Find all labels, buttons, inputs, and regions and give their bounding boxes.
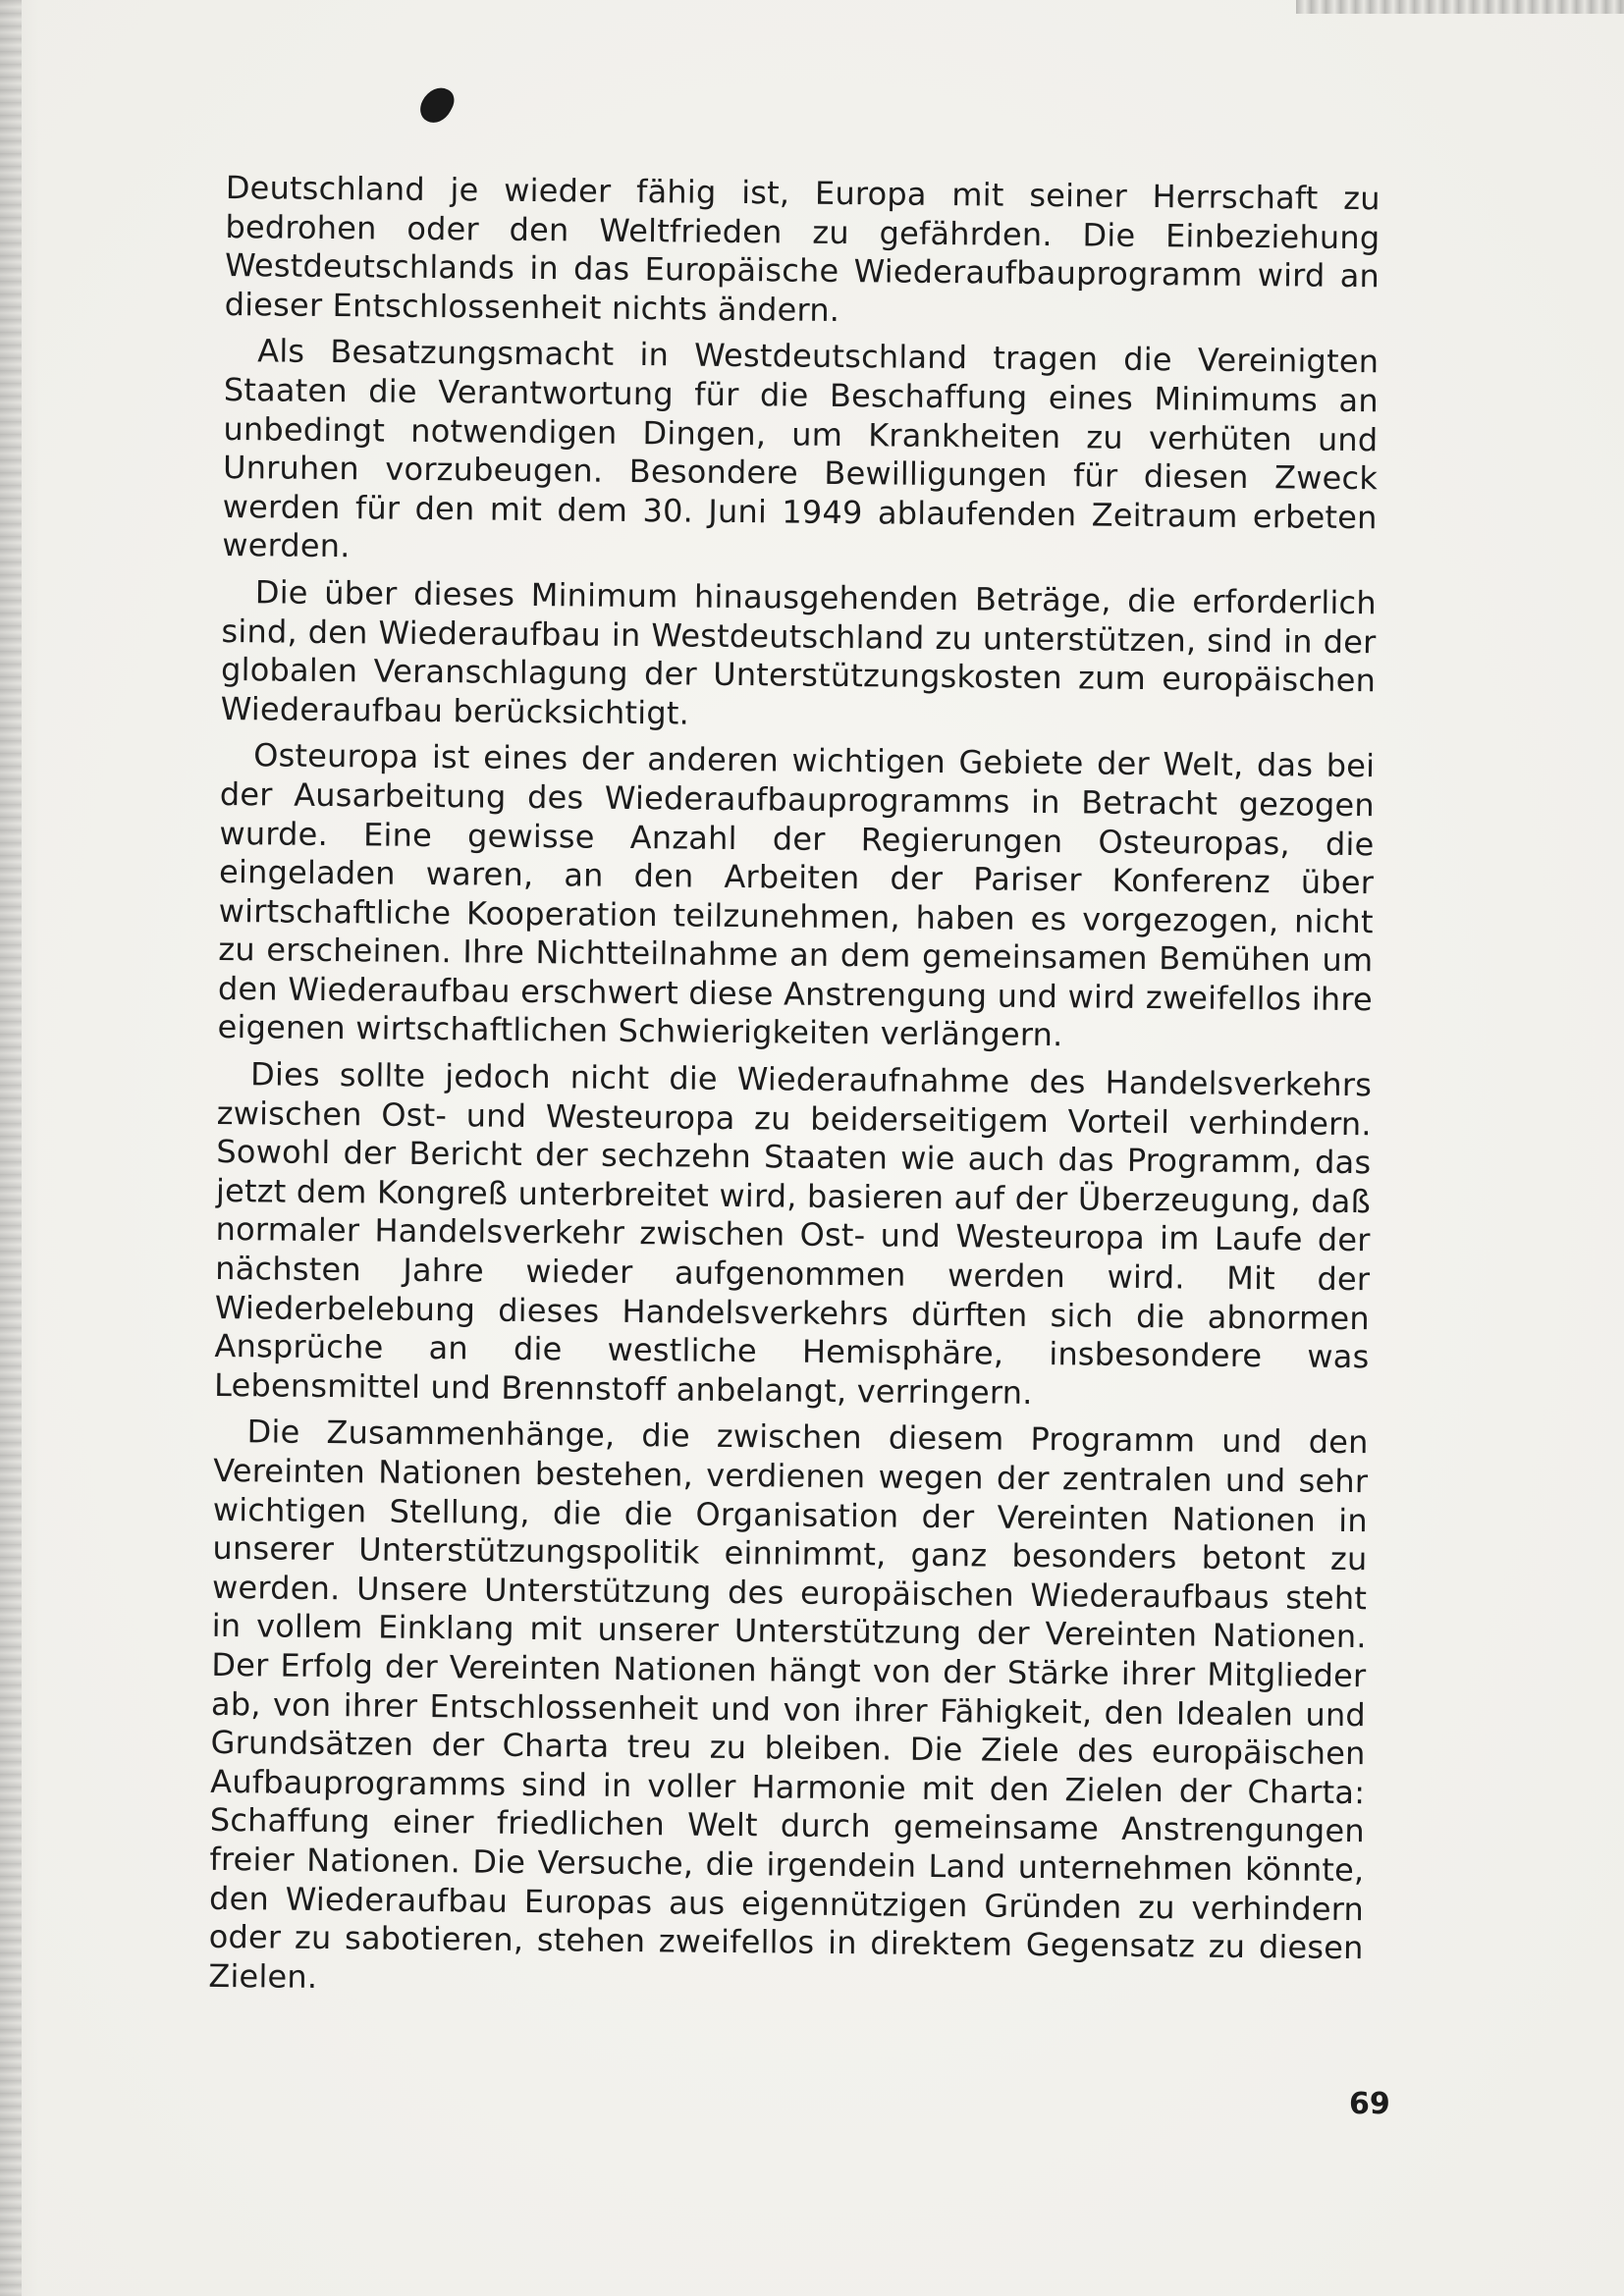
scan-top-edge [1296,0,1624,14]
paragraph-6: Die Zusammenhänge, die zwischen diesem Programm und den Vereinten Nationen bestehen, verdienen wegen der zentralen und sehr wichtigen Stellung, die die Organisation der Vereinten Nationen in unserer Unterstützungspolitik einnimmt, ganz besonders betont zu werden. Unsere Unterstützung des europäischen Wiederaufbaus steht in vollem Einklang mit unserer Unterstützung der Vereinten Nationen. Der Erfolg der Vereinten Nationen hängt von der Stärke ihrer Mitglieder ab, von ihrer Entschlossenheit und von ihrer Fähigkeit, den Idealen und Grundsätzen der Charta treu zu bleiben. Die Ziele des europäischen Aufbauprogramms sind in voller Harmonie mit den Zielen der Charta: Schaffung einer friedlichen Welt durch gemeinsame Anstrengungen freier Nationen. Die Versuche, die irgendein Land unternehmen könnte, den Wiederaufbau Europas aus eigennützigen Gründen zu verhindern oder zu sabotieren, stehen zweifellos in direktem Gegensatz zu diesen Zielen. [208,1413,1369,1996]
body-text [208,169,1380,2007]
paragraph-5: Dies sollte jedoch nicht die Wiederaufnahme des Handelsverkehrs zwischen Ost- und Westeuropa zu beiderseitigem Vorteil verhindern. Sowohl der Bericht der sechzehn Staaten wie auch das Programm, das jetzt dem Kongreß unterbreitet wird, basieren auf der Überzeugung, daß normaler Handelsverkehr zwischen Ost- und Westeuropa im Laufe der nächsten Jahre wieder aufgenommen werden wird. Mit der Wiederbelebung dieses Handelsverkehrs dürften sich die abnormen Ansprüche an die westliche Hemisphäre, insbesondere was Lebensmittel und Brennstoff anbelangt, verringern. [213,1055,1373,1412]
page-number: 69 [1349,2087,1390,2121]
scan-left-edge [0,0,22,2296]
paragraph-2: Als Besatzungsmacht in Westdeutschland tragen die Vereinigten Staaten die Verantwortung für die Beschaffung eines Minimums an unbedingt notwendigen Dingen, um Krankheiten zu verhüten und Unruhen vorzubeugen. Besondere Bewilligungen für diesen Zweck werden für den mit dem 30. Juni 1949 ablaufenden Zeitraum erbeten werden. [222,332,1380,565]
paragraph-1: Deutschland je wieder fähig ist, Europa mit seiner Herrschaft zu bedrohen oder den Weltfrieden zu gefährden. Die Einbeziehung Westdeutschlands in das Europäische Wiederaufbauprogramm wird an dieser Entschlossenheit nichts ändern. [224,169,1380,329]
ink-blot [415,81,459,129]
paragraph-3: Die über dieses Minimum hinausgehenden Beträge, die erforderlich sind, den Wiederaufbau in Westdeutschland zu unterstützen, sind in der globalen Veranschlagung der Unterstützungskosten zum europäischen Wiederaufbau berücksichtigt. [220,573,1377,732]
paragraph-4: Osteuropa ist eines der anderen wichtigen Gebiete der Welt, das bei der Ausarbeitung des Wiederaufbauprogramms in Betracht gezogen wurde. Eine gewisse Anzahl der Regierungen Osteuropas, die eingeladen waren, an den Arbeiten der Pariser Konferenz über wirtschaftliche Kooperation teilzunehmen, haben es vorgezogen, nicht zu erscheinen. Ihre Nichtteilnahme an dem gemeinsamen Bemühen um den Wiederaufbau erschwert diese Anstrengung und wird zweifellos ihre eigenen wirtschaftlichen Schwierigkeiten verlängern. [217,736,1376,1054]
